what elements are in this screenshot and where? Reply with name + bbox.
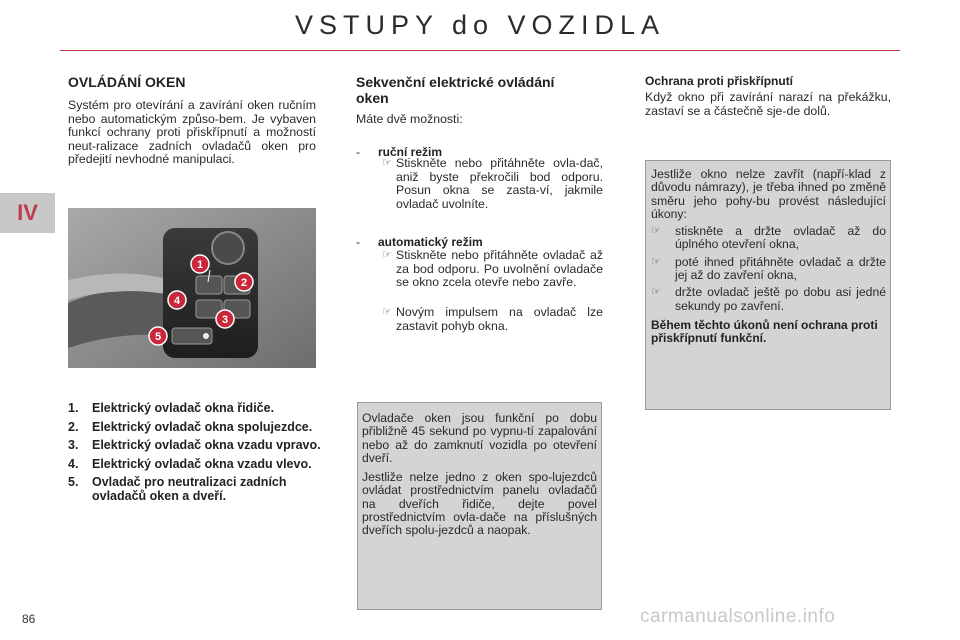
section-intro: Máte dvě možnosti: bbox=[356, 112, 463, 126]
hand-pointer-icon: ☞ bbox=[382, 157, 392, 169]
switch-legend bbox=[68, 402, 328, 508]
warning-box bbox=[645, 160, 891, 410]
note-paragraph: Jestliže nelze jedno z oken spo-lujezdců ovládat prostřednictvím panelu ovladačů na dveřích řidiče, dejte povel prostřednictvím ovla-dače na příslušných dveřích spolu-jezdců a naopak. bbox=[362, 470, 597, 538]
legend-item: 2. Elektrický ovladač okna spolujezdce. bbox=[68, 419, 313, 434]
hand-pointer-icon: ☞ bbox=[651, 255, 661, 268]
warning-step: ☞ držte ovladač ještě po dobu asi jedné sekundy po zavření. bbox=[651, 285, 886, 313]
chapter-tab: IV bbox=[0, 193, 55, 233]
page-title: VSTUPY do VOZIDLA bbox=[294, 10, 666, 40]
section-heading-window-control: OVLÁDÁNÍ OKEN bbox=[68, 74, 186, 90]
mirror-knob bbox=[212, 232, 244, 264]
svg-text:4: 4 bbox=[173, 295, 181, 307]
warning-bold-note: Během těchto úkonů není ochrana proti přiskřípnutí funkční. bbox=[651, 317, 878, 345]
hand-pointer-icon: ☞ bbox=[651, 225, 661, 238]
callout-5 bbox=[149, 327, 167, 345]
legend-item: 5. Ovladač pro neutralizaci zadních ovladačů oken a dveří. bbox=[68, 475, 287, 503]
svg-text:5: 5 bbox=[154, 331, 162, 343]
section-heading-anti-pinch: Ochrana proti přiskřípnutí bbox=[645, 74, 794, 88]
page-number: 86 bbox=[22, 612, 36, 626]
hand-pointer-icon: ☞ bbox=[382, 306, 392, 318]
manual-mode-label: - ruční režim bbox=[356, 145, 443, 159]
watermark: carmanualsonline.info bbox=[640, 606, 836, 627]
callout-3 bbox=[216, 310, 234, 328]
manual-mode-instruction: ☞ Stiskněte nebo přitáhněte ovla-dač, aniž byste překročili bod odporu. Posun okna se zasta-ví, jakmile ovladač uvolníte. bbox=[382, 156, 603, 211]
title-divider bbox=[60, 50, 900, 51]
callout-4 bbox=[168, 291, 186, 309]
legend-item: 3. Elektrický ovladač okna vzadu vpravo. bbox=[68, 438, 321, 452]
callout-1 bbox=[191, 255, 209, 273]
section-heading-sequential: Sekvenční elektrické ovládání oken bbox=[356, 74, 555, 106]
auto-mode-instruction: ☞ Stiskněte nebo přitáhněte ovladač až za bod odporu. Po uvolnění ovladače se okno zcela otevře nebo zavře. bbox=[382, 248, 603, 289]
svg-text:1: 1 bbox=[196, 259, 204, 271]
note-paragraph: Ovladače oken jsou funkční po dobu přibližně 45 sekund po vypnu-tí zapalování nebo až do zamknutí vozidla po otevření dveří. bbox=[362, 411, 597, 465]
svg-text:2: 2 bbox=[240, 277, 248, 289]
section-intro: Systém pro otevírání a zavírání oken ručním nebo automatickým způso-bem. Je vybaven funkcí ochrany proti přiskřípnutí a možností neut-ralizace zadních ovladačů oken pro předejití nevhodné manipulaci. bbox=[68, 98, 316, 166]
svg-text:3: 3 bbox=[221, 314, 229, 326]
hand-pointer-icon: ☞ bbox=[382, 249, 392, 261]
door-panel-photo bbox=[68, 208, 316, 368]
legend-item: 1. Elektrický ovladač okna řidiče. bbox=[68, 401, 275, 415]
warning-intro: Jestliže okno nelze zavřít (napří-klad z důvodu námrazy), je třeba ihned po změně směru jeho pohy-bu provést následující úkony: bbox=[651, 167, 886, 221]
warning-step: ☞ stiskněte a držte ovladač až do úplného otevření okna, bbox=[651, 224, 886, 252]
warning-step: ☞ poté ihned přitáhněte ovladač a držte jej až do zavření okna, bbox=[651, 254, 886, 283]
hand-pointer-icon: ☞ bbox=[651, 286, 661, 299]
anti-pinch-text: Když okno při zavírání narazí na překážku, zastaví se a částečně sje-de dolů. bbox=[645, 90, 891, 118]
auto-mode-stop-instruction: ☞ Novým impulsem na ovladač lze zastavit pohyb okna. bbox=[382, 305, 603, 333]
info-note-box bbox=[357, 402, 602, 610]
legend-item: 4. Elektrický ovladač okna vzadu vlevo. bbox=[68, 456, 312, 471]
door-switch-illustration bbox=[68, 208, 316, 368]
auto-mode-label: - automatický režim bbox=[356, 235, 483, 249]
switch-5-led bbox=[203, 333, 209, 339]
callout-2 bbox=[235, 273, 253, 291]
